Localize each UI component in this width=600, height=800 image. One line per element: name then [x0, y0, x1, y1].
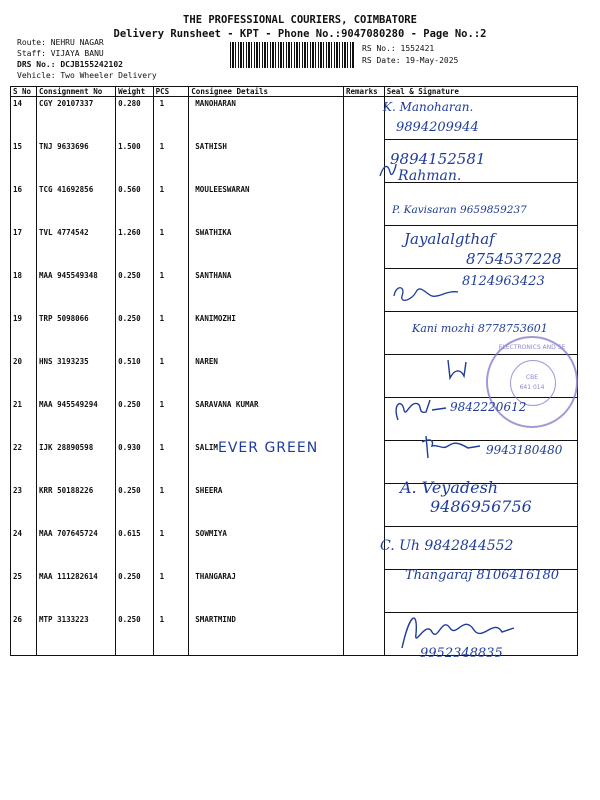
signature-handwriting: Rahman. [398, 168, 462, 184]
row-consignee: SATHISH [189, 140, 344, 183]
row-consignee: SARAVANA KUMAR [189, 398, 344, 441]
route-label: Route: NEHRU NAGAR [17, 38, 104, 47]
row-remarks [344, 355, 385, 398]
runsheet-subtitle: Delivery Runsheet - KPT - Phone No.:9047080280 - Page No.:2 [113, 28, 487, 40]
signature-scribble [388, 394, 450, 424]
row-consignment: MAA 707645724 [37, 527, 116, 570]
stamp-code-text: 641 014 [519, 384, 545, 391]
row-weight: 0.250 [116, 570, 154, 613]
row-remarks [344, 484, 385, 527]
signature-handwriting: Thangaraj 8106416180 [405, 568, 560, 583]
row-weight: 0.560 [116, 183, 154, 226]
row-sno: 18 [11, 269, 37, 312]
row-weight: 0.250 [116, 484, 154, 527]
col-weight: Weight [116, 87, 154, 97]
signature-handwriting: 8124963423 [462, 274, 545, 289]
row-consignee: KANIMOZHI [189, 312, 344, 355]
row-remarks [344, 97, 385, 140]
vehicle-label: Vehicle: Two Wheeler Delivery [17, 71, 157, 80]
rs-date: RS Date: 19-May-2025 [362, 56, 459, 65]
row-sno: 26 [11, 613, 37, 656]
row-consignee: SANTHANA [189, 269, 344, 312]
signature-handwriting: P. Kavisaran 9659859237 [392, 204, 527, 216]
row-consignee: THANGARAJ [189, 570, 344, 613]
signature-handwriting: C. Uh 9842844552 [380, 538, 514, 554]
row-sno: 20 [11, 355, 37, 398]
stamp-ring-text: ELECTRONICS AND SE [498, 344, 566, 351]
rs-number: RS No.: 1552421 [362, 44, 435, 53]
row-weight: 0.615 [116, 527, 154, 570]
row-consignment: MAA 111282614 [37, 570, 116, 613]
row-sno: 16 [11, 183, 37, 226]
row-sno: 21 [11, 398, 37, 441]
row-remarks [344, 226, 385, 269]
col-consignee: Consignee Details [189, 87, 344, 97]
row-consignment: IJK 28890598 [37, 441, 116, 484]
row-consignment: MTP 3133223 [37, 613, 116, 656]
row-weight: 0.280 [116, 97, 154, 140]
signature-handwriting: 9486956756 [430, 497, 532, 516]
signature-handwriting: Kani mozhi 8778753601 [412, 322, 548, 335]
signature-handwriting: 9952348835 [420, 646, 503, 661]
col-consignment: Consignment No [37, 87, 116, 97]
row-weight: 0.510 [116, 355, 154, 398]
row-consignee: MANOHARAN [189, 97, 344, 140]
row-pcs: 1 [153, 140, 189, 183]
row-remarks [344, 183, 385, 226]
signature-scribble [392, 282, 462, 306]
barcode [230, 42, 355, 68]
row-sno: 15 [11, 140, 37, 183]
row-consignee: MOULEESWARAN [189, 183, 344, 226]
signature-handwriting: 8754537228 [466, 250, 562, 268]
staff-label: Staff: VIJAYA BANU [17, 49, 104, 58]
row-weight: 0.250 [116, 398, 154, 441]
row-sno: 25 [11, 570, 37, 613]
row-consignment: MAA 945549294 [37, 398, 116, 441]
row-weight: 0.930 [116, 441, 154, 484]
row-consignee: SMARTMIND [189, 613, 344, 656]
row-pcs: 1 [153, 398, 189, 441]
row-weight: 1.500 [116, 140, 154, 183]
col-sno: S No [11, 87, 37, 97]
row-weight: 0.250 [116, 312, 154, 355]
row-consignee: SOWMIYA [189, 527, 344, 570]
signature-handwriting: 9894152581 [390, 150, 486, 168]
signature-scribble [378, 160, 398, 180]
row-weight: 0.250 [116, 613, 154, 656]
row-pcs: 1 [153, 226, 189, 269]
row-consignment: TCG 41692856 [37, 183, 116, 226]
drs-label: DRS No.: DCJB15524210​2 [17, 60, 123, 69]
col-signature: Seal & Signature [384, 87, 577, 97]
row-remarks [344, 398, 385, 441]
row-consignee: NAREN [189, 355, 344, 398]
row-sno: 24 [11, 527, 37, 570]
row-pcs: 1 [153, 97, 189, 140]
row-remarks [344, 613, 385, 656]
row-weight: 0.250 [116, 269, 154, 312]
row-consignment: MAA 945549348 [37, 269, 116, 312]
row-consignment: KRR 50188226 [37, 484, 116, 527]
row-remarks [344, 312, 385, 355]
row-pcs: 1 [153, 484, 189, 527]
remark-handwriting: EVER GREEN [218, 440, 319, 456]
row-consignment: CGY 20107337 [37, 97, 116, 140]
row-pcs: 1 [153, 527, 189, 570]
row-remarks [344, 441, 385, 484]
row-weight: 1.260 [116, 226, 154, 269]
row-pcs: 1 [153, 355, 189, 398]
row-remarks [344, 570, 385, 613]
row-consignee: SHEERA [189, 484, 344, 527]
row-consignment: TVL 4774542 [37, 226, 116, 269]
row-sno: 17 [11, 226, 37, 269]
table-row [11, 97, 578, 140]
row-consignment: TNJ 9633696 [37, 140, 116, 183]
row-consignment: TRP 5098066 [37, 312, 116, 355]
signature-scribble [444, 356, 470, 384]
signature-handwriting: 9943180480 [486, 443, 563, 457]
row-pcs: 1 [153, 570, 189, 613]
row-pcs: 1 [153, 269, 189, 312]
row-pcs: 1 [153, 441, 189, 484]
signature-scribble [418, 432, 484, 462]
signature-handwriting: Jayalalgthaf [404, 230, 495, 248]
row-consignee: SWATHIKA [189, 226, 344, 269]
company-seal-stamp [486, 336, 578, 428]
signature-handwriting: K. Manoharan. [383, 100, 474, 114]
col-pcs: PCS [153, 87, 189, 97]
signature-handwriting: 9894209944 [396, 120, 479, 135]
table-row [11, 140, 578, 183]
table-header-row [11, 87, 578, 97]
stamp-center-text: CBE [525, 374, 539, 381]
row-pcs: 1 [153, 312, 189, 355]
row-consignee: SALIM [189, 441, 344, 484]
signature-handwriting: A. Veyadesh [400, 478, 499, 497]
row-remarks [344, 269, 385, 312]
row-pcs: 1 [153, 183, 189, 226]
signature-handwriting: 9842220612 [450, 400, 527, 414]
company-title: THE PROFESSIONAL COURIERS, COIMBATORE [183, 14, 417, 26]
col-remarks: Remarks [344, 87, 385, 97]
row-sno: 22 [11, 441, 37, 484]
signature-scribble [398, 608, 518, 654]
row-remarks [344, 527, 385, 570]
row-pcs: 1 [153, 613, 189, 656]
row-consignment: HNS 3193235 [37, 355, 116, 398]
row-sno: 19 [11, 312, 37, 355]
row-sno: 14 [11, 97, 37, 140]
row-sno: 23 [11, 484, 37, 527]
